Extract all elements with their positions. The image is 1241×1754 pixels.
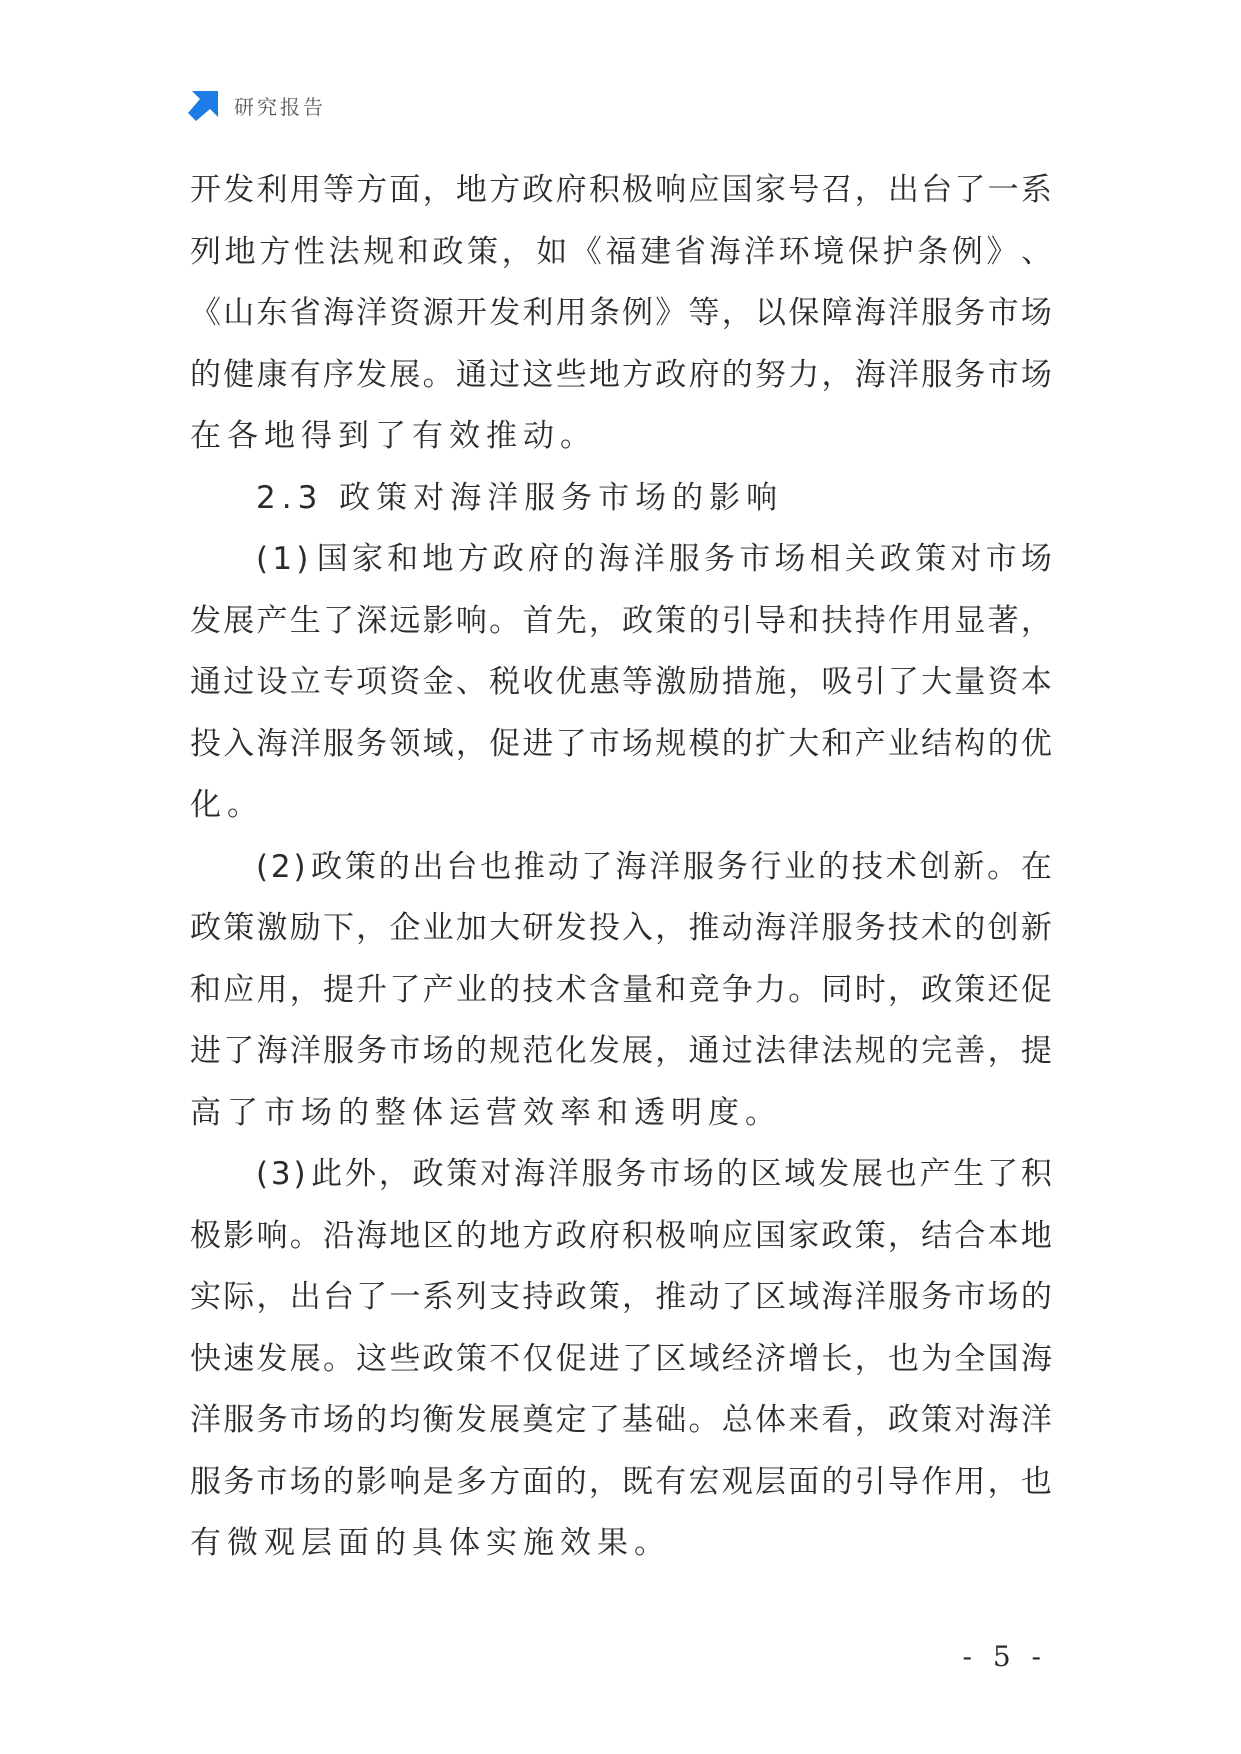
report-header <box>188 88 326 122</box>
text-line: 进 了 海 洋 服 务 市 场 的 规 范 化 发 展 ， 通 过 法 律 法 规 的 完 善 ， 提 <box>190 1033 1052 1069</box>
text-line: 有微观层面的具体实施效果。 <box>190 1525 671 1561</box>
text-line: 投 入 海 洋 服 务 领 域 ， 促 进 了 市 场 规 模 的 扩 大 和 产 业 结 构 的 优 <box>190 725 1052 762</box>
text-line: 2.3 政策对海洋服务市场的影响 <box>256 479 784 516</box>
text-line: 实 际 ， 出 台 了 一 系 列 支 持 政 策 ， 推 动 了 区 域 海 洋 服 务 市 场 的 <box>190 1279 1052 1315</box>
text-line: 和 应 用 ， 提 升 了 产 业 的 技 术 含 量 和 竞 争 力 。 同 时 ， 政 策 还 促 <box>190 971 1052 1008</box>
text-line: 的 健 康 有 序 发 展 。 通 过 这 些 地 方 政 府 的 努 力 ， 海 洋 服 务 市 场 <box>190 356 1052 393</box>
text-line: ( 2 ) 政 策 的 出 台 也 推 动 了 海 洋 服 务 行 业 的 技 术 创 新 。 在 <box>256 848 1052 885</box>
text-line: 服 务 市 场 的 影 响 是 多 方 面 的 ， 既 有 宏 观 层 面 的 引 导 作 用 ， 也 <box>190 1463 1052 1500</box>
text-line: 《 山 东 省 海 洋 资 源 开 发 利 用 条 例 》 等 ， 以 保 障 海 洋 服 务 市 场 <box>190 295 1052 331</box>
document-body <box>190 160 1052 1575</box>
text-line: 化。 <box>190 787 264 823</box>
text-line: ( 3 ) 此 外 ， 政 策 对 海 洋 服 务 市 场 的 区 域 发 展 也 产 生 了 积 <box>256 1156 1052 1192</box>
text-line: 政 策 激 励 下 ， 企 业 加 大 研 发 投 入 ， 推 动 海 洋 服 务 技 术 的 创 新 <box>190 910 1052 946</box>
text-line: 列 地 方 性 法 规 和 政 策 ， 如 《 福 建 省 海 洋 环 境 保 护 条 例 》 、 <box>190 233 1052 270</box>
text-line: 洋 服 务 市 场 的 均 衡 发 展 奠 定 了 基 础 。 总 体 来 看 ， 政 策 对 海 洋 <box>190 1402 1052 1438</box>
text-line: 快 速 发 展 。 这 些 政 策 不 仅 促 进 了 区 域 经 济 增 长 ， 也 为 全 国 海 <box>190 1340 1052 1377</box>
text-line: 在各地得到了有效推动。 <box>190 418 597 454</box>
text-line: 发 展 产 生 了 深 远 影 响 。 首 先 ， 政 策 的 引 导 和 扶 持 作 用 显 著 ， <box>190 602 1052 639</box>
text-line: 开 发 利 用 等 方 面 ， 地 方 政 府 积 极 响 应 国 家 号 召 ， 出 台 了 一 系 <box>190 172 1052 208</box>
text-line: ( 1 ) 国 家 和 地 方 政 府 的 海 洋 服 务 市 场 相 关 政 策 对 市 场 <box>256 541 1052 577</box>
text-line: 通 过 设 立 专 项 资 金 、 税 收 优 惠 等 激 励 措 施 ， 吸 引 了 大 量 资 本 <box>190 664 1052 700</box>
page-number: - 5 - <box>962 1640 1047 1673</box>
header-title: 研究报告 <box>234 94 326 119</box>
text-line: 高了市场的整体运营效率和透明度。 <box>190 1094 782 1131</box>
text-line: 极 影 响 。 沿 海 地 区 的 地 方 政 府 积 极 响 应 国 家 政 策 ， 结 合 本 地 <box>190 1217 1052 1254</box>
arrow-up-right-logo-icon <box>188 89 220 121</box>
